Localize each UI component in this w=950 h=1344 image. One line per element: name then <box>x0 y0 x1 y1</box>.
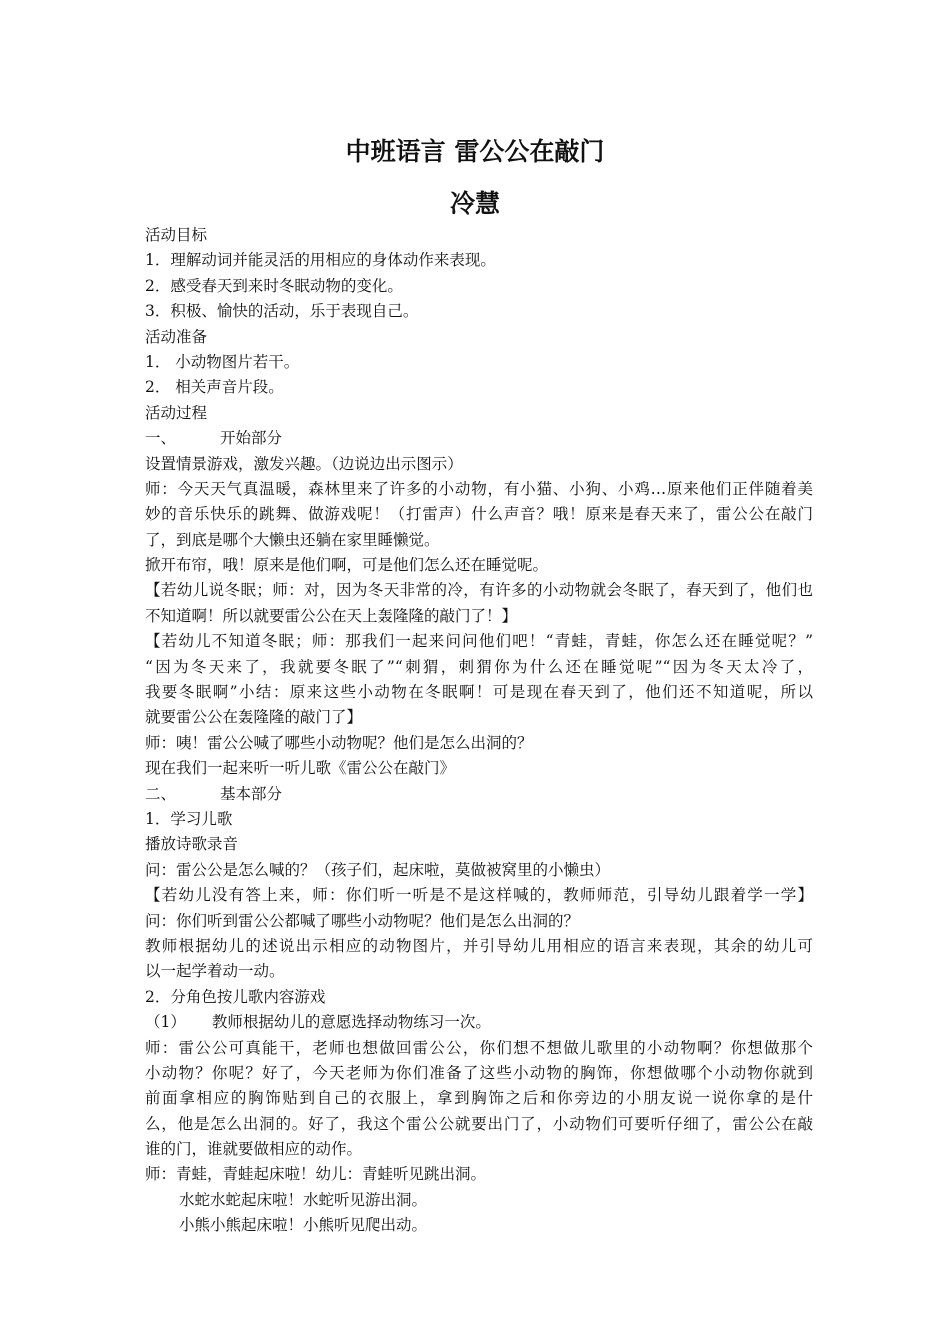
text-line <box>145 528 813 553</box>
text-line <box>145 375 813 400</box>
line-text: 【若幼儿说冬眠；师：对，因为冬天非常的冷，有许多的小动物就会冬眠了，春天到了，他们也 <box>145 581 813 600</box>
text-line <box>145 629 813 654</box>
text-line <box>145 756 813 781</box>
text-line <box>145 578 813 603</box>
text-line <box>145 1162 813 1187</box>
line-text: 教师根据幼儿的述说出示相应的动物图片，并引导幼儿用相应的语言来表现，其余的幼儿可 <box>145 936 813 955</box>
line-text: 谁的门，谁就要做相应的动作。 <box>145 1140 363 1159</box>
text-line <box>145 426 813 451</box>
line-text: （1） <box>145 1013 186 1032</box>
text-line <box>145 985 813 1010</box>
text-line <box>145 909 813 934</box>
text-line <box>145 604 813 629</box>
line-text: 现在我们一起来听一听儿歌《雷公公在敲门》 <box>145 759 456 778</box>
line-text: 活动准备 <box>145 327 208 346</box>
text-line <box>145 1213 813 1238</box>
text-line <box>145 477 813 502</box>
line-text: 活动过程 <box>145 403 208 422</box>
line-text: 前面拿相应的胸饰贴到自己的衣服上，拿到胸饰之后和你旁边的小朋友说一说你拿的是什 <box>145 1089 813 1108</box>
text-line <box>145 350 813 375</box>
text-line <box>145 1112 813 1137</box>
line-text: 了，到底是哪个大懒虫还躺在家里睡懒觉。 <box>145 530 440 549</box>
text-line <box>145 401 813 426</box>
text-line <box>145 299 813 324</box>
text-line <box>145 274 813 299</box>
line-text: 师：今天天气真温暖，森林里来了许多的小动物，有小猫、小狗、小鸡…原来他们正伴随着美 <box>145 479 813 498</box>
line-text: 3．积极、愉快的活动，乐于表现自己。 <box>145 302 419 321</box>
text-line <box>145 655 813 680</box>
line-text: 活动目标 <box>145 226 208 244</box>
line-text: 问：你们听到雷公公都喊了哪些小动物呢？他们是怎么出洞的？ <box>145 911 580 930</box>
text-line <box>145 1188 813 1213</box>
line-text: 师：雷公公可真能干，老师也想做回雷公公，你们想不想做儿歌里的小动物啊？你想做那个 <box>145 1038 813 1057</box>
text-line <box>145 325 813 350</box>
line-text: 2．感受春天到来时冬眠动物的变化。 <box>145 276 403 295</box>
line-text: 1．学习儿歌 <box>145 809 233 828</box>
line-text: 设置情景游戏，激发兴趣。（边说边出示图示） <box>145 454 463 473</box>
line-text: 我要冬眠啊”小结：原来这些小动物在冬眠啊！可是现在春天到了，他们还不知道呢，所以 <box>145 683 813 702</box>
text-line <box>145 1010 813 1035</box>
line-text: 就要雷公公在轰隆隆的敲门了】 <box>145 708 363 727</box>
line-text: 一、 <box>145 429 177 448</box>
line-text: 1． 小动物图片若干。 <box>145 352 300 371</box>
text-line <box>145 1061 813 1086</box>
line-text: 【若幼儿不知道冬眠；师：那我们一起来问问他们吧！“青蛙，青蛙，你怎么还在睡觉呢？” <box>145 632 813 651</box>
text-line <box>145 452 813 477</box>
document-title: 中班语言 雷公公在敲门 <box>345 137 605 166</box>
text-line <box>145 807 813 832</box>
text-line <box>145 1086 813 1111</box>
line-text: 小熊小熊起床啦！小熊听见爬出动。 <box>179 1216 428 1235</box>
line-text: 播放诗歌录音 <box>145 835 239 854</box>
line-text: 以一起学着动一动。 <box>145 962 285 981</box>
line-text: 水蛇水蛇起床啦！水蛇听见游出洞。 <box>179 1190 428 1209</box>
document-body <box>145 223 813 1239</box>
text-line <box>145 680 813 705</box>
line-text: 掀开布帘，哦！原来是他们啊，可是他们怎么还在睡觉呢。 <box>145 556 549 575</box>
line-suffix: 开始部分 <box>220 429 283 448</box>
line-text: 【若幼儿没有答上来，师：你们听一听是不是这样喊的，教师师范，引导幼儿跟着学一学】 <box>145 886 813 905</box>
line-text: 二、 <box>145 784 177 803</box>
text-line <box>145 1137 813 1162</box>
line-text: 妙的音乐快乐的跳舞、做游戏呢！（打雷声）什么声音？哦！原来是春天来了，雷公公在敲门 <box>145 505 813 524</box>
text-line <box>145 832 813 857</box>
text-line <box>145 731 813 756</box>
text-line <box>145 502 813 527</box>
text-line <box>145 553 813 578</box>
line-text: 2． 相关声音片段。 <box>145 378 284 397</box>
line-text: 不知道啊！所以就要雷公公在天上轰隆隆的敲门了！】 <box>145 606 518 625</box>
line-text: 师：咦！雷公公喊了哪些小动物呢？他们是怎么出洞的？ <box>145 733 533 752</box>
text-line <box>145 223 813 248</box>
line-text: 么，他是怎么出洞的。好了，我这个雷公公就要出门了，小动物们可要听仔细了，雷公公在敲 <box>145 1114 813 1133</box>
text-line <box>145 858 813 883</box>
line-suffix: 教师根据幼儿的意愿选择动物练习一次。 <box>211 1013 491 1032</box>
line-text: 问：雷公公是怎么喊的？（孩子们，起床啦，莫做被窝里的小懒虫） <box>145 860 611 879</box>
text-line <box>145 1036 813 1061</box>
line-suffix: 基本部分 <box>220 784 283 803</box>
line-text: 小动物？你呢？好了，今天老师为你们准备了这些小动物的胸饰，你想做哪个小动物你就到 <box>145 1063 813 1082</box>
line-text: “因为冬天来了，我就要冬眠了”“刺猬，刺猬你为什么还在睡觉呢”“因为冬天太冷了， <box>145 657 813 676</box>
document-author: 冷慧 <box>449 189 500 218</box>
text-line <box>145 883 813 908</box>
text-line <box>145 248 813 273</box>
line-text: 师：青蛙，青蛙起床啦！幼儿：青蛙听见跳出洞。 <box>145 1165 487 1184</box>
text-line <box>145 934 813 959</box>
text-line <box>145 959 813 984</box>
line-text: 1．理解动词并能灵活的用相应的身体动作来表现。 <box>145 251 496 270</box>
text-line <box>145 705 813 730</box>
line-text: 2．分角色按儿歌内容游戏 <box>145 987 326 1006</box>
text-line <box>145 782 813 807</box>
